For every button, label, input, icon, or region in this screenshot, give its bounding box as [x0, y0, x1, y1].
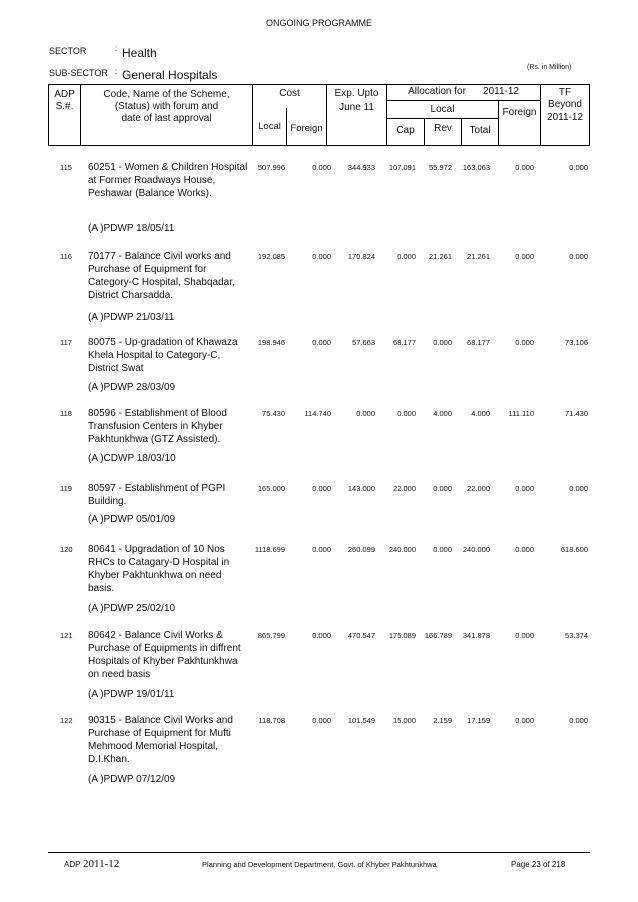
row-total-value: 240.000 [462, 545, 490, 554]
row-total-value: 17.159 [467, 716, 490, 725]
row-scheme-description: 80597 - Establishment of PGPI Building. [88, 483, 226, 507]
row-exp-value: 57.663 [352, 338, 375, 347]
row-cap-value: 0.000 [397, 252, 416, 261]
page-title: ONGOING PROGRAMME [265, 18, 372, 28]
row-cost-foreign-value: 114.740 [304, 409, 331, 418]
footer-department: Planning and Development Department, Govt. of Khyber Pakhtunkhwa [202, 860, 437, 869]
header-adp: ADP [54, 89, 75, 100]
row-serial-number: 117 [60, 338, 72, 347]
row-foreign-value: 0.000 [515, 716, 534, 725]
row-rev-value: 0.000 [433, 545, 452, 554]
header-cap: Cap [396, 125, 415, 136]
row-cap-value: 240.000 [388, 545, 416, 554]
row-cost-local-value: 507.996 [257, 163, 285, 172]
row-serial-number: 118 [60, 409, 72, 418]
row-rev-value: 0.000 [433, 338, 452, 347]
footer-rule [48, 852, 590, 853]
sector-colon: : [115, 44, 118, 53]
header-allocation: Allocation for [408, 86, 466, 97]
row-exp-value: 170.824 [347, 252, 375, 261]
row-exp-value: 0.000 [356, 409, 375, 418]
sub-sector-label: SUB-SECTOR [49, 68, 108, 78]
header-scheme-1: Code, Name of the Scheme, [103, 89, 230, 100]
row-tf-value: 71.430 [565, 409, 588, 418]
row-foreign-value: 0.000 [515, 338, 534, 347]
row-cap-value: 15.000 [393, 716, 416, 725]
row-foreign-value: 0.000 [515, 631, 534, 640]
row-cap-value: 107.091 [388, 163, 416, 172]
sector-value: Health [122, 46, 157, 60]
header-sno: S.#. [55, 101, 74, 112]
row-total-value: 4.000 [471, 409, 490, 418]
row-cost-foreign-value: 0.000 [312, 252, 331, 261]
row-serial-number: 115 [60, 163, 72, 172]
row-foreign-value: 0.000 [515, 163, 534, 172]
row-approval: (A )PDWP 05/01/09 [88, 514, 176, 525]
row-exp-value: 260.099 [347, 545, 375, 554]
header-local: Local [430, 104, 455, 115]
header-rev: Rev [434, 123, 452, 134]
row-approval: (A )PDWP 21/03/11 [88, 312, 175, 323]
row-tf-value: 0.000 [569, 252, 588, 261]
row-serial-number: 119 [60, 484, 72, 493]
row-cost-local-value: 865.799 [257, 631, 285, 640]
row-scheme-description: 90315 - Balance Civil Works and Purchase of Equipment for Mufti Mehmood Memorial Hospital, D.I.Khan. [88, 715, 233, 765]
row-cost-local-value: 75.430 [262, 409, 285, 418]
row-rev-value: 4.000 [433, 409, 452, 418]
header-scheme-2: (Status) with forum and [114, 101, 219, 112]
header-beyond: Beyond [548, 99, 582, 110]
header-foreign: Foreign [502, 107, 537, 118]
row-foreign-value: 0.000 [515, 252, 534, 261]
header-exp-upto: Exp. Upto [334, 88, 379, 99]
row-cap-value: 0.000 [397, 409, 416, 418]
row-rev-value: 166.789 [424, 631, 452, 640]
row-approval: (A )PDWP 18/05/11 [88, 223, 175, 234]
row-exp-value: 470.547 [347, 631, 375, 640]
row-cap-value: 22.000 [393, 484, 416, 493]
row-serial-number: 122 [60, 716, 73, 725]
header-alloc-year: 2011-12 [483, 86, 519, 97]
header-tf-year: 2011-12 [547, 112, 583, 123]
row-total-value: 21.261 [467, 252, 490, 261]
row-total-value: 163.063 [462, 163, 490, 172]
row-total-value: 341.878 [462, 631, 490, 640]
header-tf: TF [558, 87, 572, 98]
sub-sector-value: General Hospitals [122, 68, 218, 82]
row-scheme-description: 80642 - Balance Civil Works & Purchase of Equipments in diffrent Hospitals of Khyber Pakhtunkhwa on need basis [88, 630, 241, 680]
header-cost-foreign: Foreign [290, 123, 323, 134]
row-tf-value: 0.000 [569, 716, 588, 725]
row-approval: (A )PDWP 25/02/10 [88, 603, 176, 614]
header-cost: Cost [279, 88, 300, 99]
sector-label: SECTOR [49, 46, 87, 56]
header-scheme-3: date of last approval [121, 113, 212, 124]
row-rev-value: 21.261 [429, 252, 452, 261]
row-exp-value: 101.549 [347, 716, 375, 725]
row-scheme-description: 70177 - Balance Civil works and Purchase of Equipment for Category-C Hospital, Shabqadar, District Charsadda. [88, 251, 235, 301]
row-approval: (A )PDWP 19/01/11 [88, 689, 175, 700]
row-foreign-value: 111.110 [508, 409, 534, 418]
row-scheme-description: 80596 - Establishment of Blood Transfusion Centers in Khyber Pakhtunkhwa (GTZ Assisted). [88, 408, 227, 445]
row-cost-foreign-value: 0.000 [312, 163, 331, 172]
row-foreign-value: 0.000 [515, 545, 534, 554]
row-cost-local-value: 198.946 [257, 338, 285, 347]
row-tf-value: 73.106 [565, 338, 588, 347]
row-cost-foreign-value: 0.000 [312, 631, 331, 640]
row-rev-value: 55.972 [429, 163, 452, 172]
row-cap-value: 175.089 [388, 631, 416, 640]
row-tf-value: 0.000 [569, 484, 588, 493]
header-cost-local: Local [258, 121, 281, 132]
row-foreign-value: 0.000 [515, 484, 534, 493]
row-scheme-description: 60251 - Women & Children Hospital at Former Roadways House, Peshawar (Balance Works). [88, 162, 248, 199]
header-total: Total [469, 125, 491, 136]
header-exp-date: June 11 [339, 102, 374, 113]
footer-page-number: Page 23 of 218 [511, 860, 566, 869]
row-cost-foreign-value: 0.000 [312, 338, 331, 347]
sub-sector-colon: : [115, 67, 118, 76]
footer-adp-year: 2011-12 [83, 858, 120, 870]
row-cost-foreign-value: 0.000 [312, 716, 331, 725]
row-serial-number: 120 [60, 545, 73, 554]
row-tf-value: 53.374 [565, 631, 588, 640]
row-rev-value: 0.000 [433, 484, 452, 493]
row-tf-value: 0.000 [569, 163, 588, 172]
row-tf-value: 618.600 [560, 545, 588, 554]
row-cap-value: 68.177 [393, 338, 416, 347]
units-note: (Rs. in Million) [527, 64, 572, 71]
row-cost-foreign-value: 0.000 [312, 484, 331, 493]
footer-adp-label: ADP [64, 860, 81, 869]
row-total-value: 68.177 [467, 338, 490, 347]
row-cost-local-value: 118.708 [258, 716, 285, 725]
row-scheme-description: 80641 - Upgradation of 10 Nos RHCs to Catagary-D Hospital in Khyber Pakhtunkhwa on need basis. [88, 544, 230, 594]
row-approval: (A )PDWP 28/03/09 [88, 382, 176, 393]
row-exp-value: 344.933 [347, 163, 375, 172]
row-cost-local-value: 165.000 [257, 484, 285, 493]
row-exp-value: 143.000 [347, 484, 375, 493]
row-cost-local-value: 192.085 [257, 252, 285, 261]
row-cost-foreign-value: 0.000 [312, 545, 331, 554]
row-approval: (A )PDWP 07/12/09 [88, 774, 176, 785]
row-cost-local-value: 1118.699 [254, 545, 285, 554]
row-serial-number: 116 [60, 252, 72, 261]
row-rev-value: 2.159 [433, 716, 452, 725]
row-serial-number: 121 [60, 631, 73, 640]
row-scheme-description: 80075 - Up-gradation of Khawaza Khela Hospital to Category-C, District Swat [88, 337, 238, 374]
row-approval: (A )CDWP 18/03/10 [88, 453, 176, 464]
row-total-value: 22.000 [467, 484, 490, 493]
